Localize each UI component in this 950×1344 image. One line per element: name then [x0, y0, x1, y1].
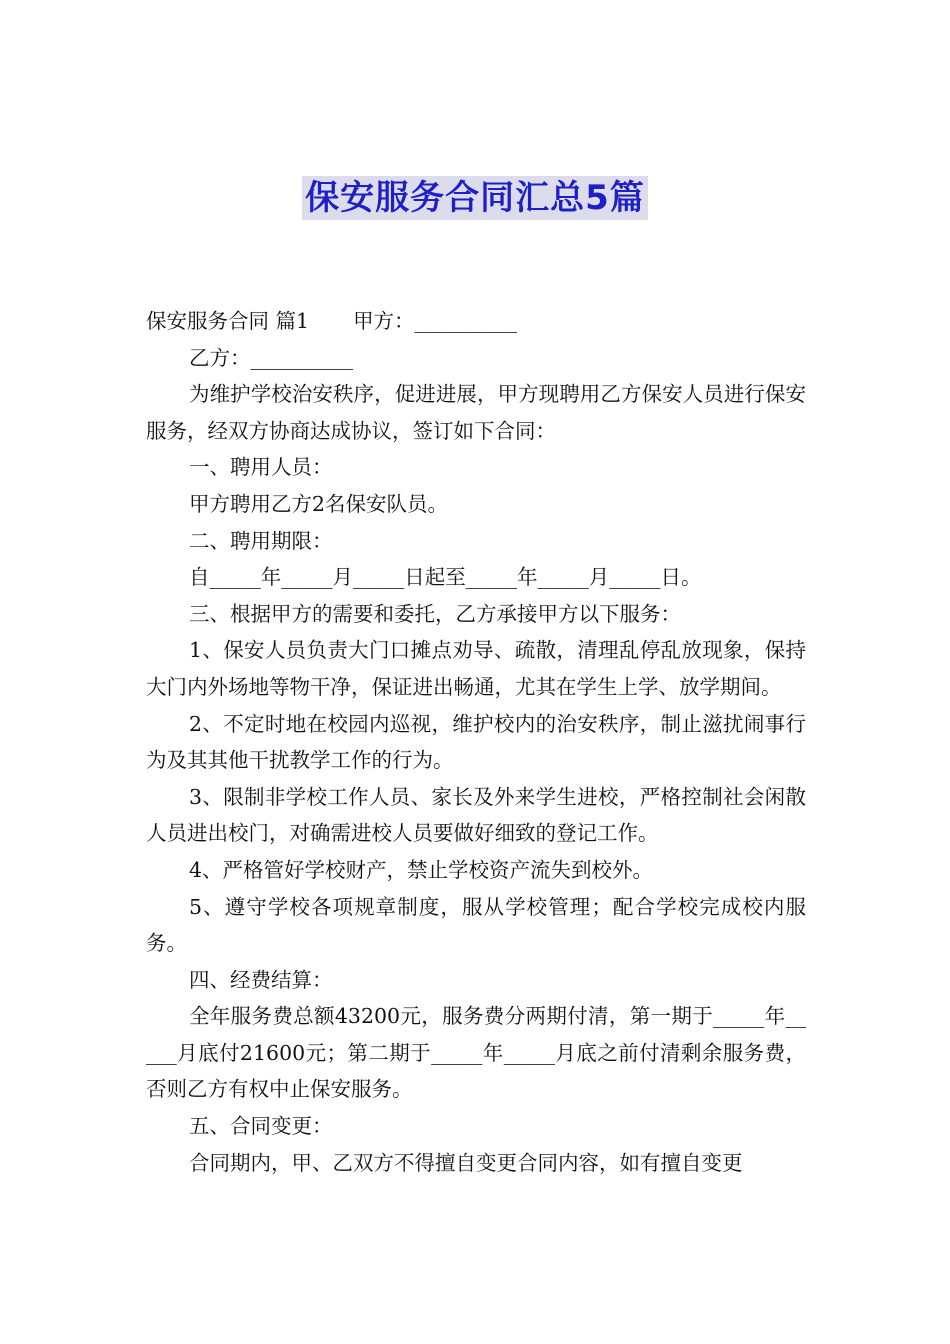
- heading-section-1: 一、聘用人员：: [189, 455, 333, 480]
- title-container: [0, 176, 950, 220]
- paragraph-preamble: 为维护学校治安秩序，促进进展，甲方现聘用乙方保安人员进行保安服务，经双方协商达成协议，签订如下合同：: [146, 382, 806, 443]
- paragraph-section-5: 合同期内，甲、乙双方不得擅自变更合同内容，如有擅自变更: [189, 1150, 743, 1175]
- paragraph-party-b: 乙方：__________: [189, 345, 353, 370]
- first-line: [146, 303, 806, 340]
- paragraph-item-4: 4、严格管好学校财产，禁止学校资产流失到校外。: [189, 857, 654, 882]
- party-a-field: 甲方：__________: [353, 309, 518, 333]
- paragraph-section-1: 甲方聘用乙方2名保安队员。: [189, 491, 449, 516]
- section-label: 保安服务合同 篇1: [146, 309, 310, 333]
- paragraph-section-2: 自_____年_____月_____日起至_____年_____月_____日。: [189, 565, 702, 590]
- document-title: 保安服务合同汇总5篇: [302, 176, 648, 220]
- heading-section-5: 五、合同变更：: [189, 1114, 333, 1139]
- paragraph-section-4: 全年服务费总额43200元，服务费分两期付清，第一期于_____年_____月底付21600元；第二期于_____年_____月底之前付清剩余服务费，否则乙方有权中止保安服务。: [146, 1004, 806, 1102]
- paragraph-item-1: 1、保安人员负责大门口摊点劝导、疏散，清理乱停乱放现象，保持大门内外场地等物干净，保证进出畅通，尤其在学生上学、放学期间。: [146, 638, 806, 699]
- heading-section-2: 二、聘用期限：: [189, 528, 333, 553]
- heading-section-4: 四、经费结算：: [189, 967, 333, 992]
- document-body: [146, 303, 806, 1181]
- heading-section-3: 三、根据甲方的需要和委托，乙方承接甲方以下服务：: [189, 601, 681, 626]
- paragraph-item-2: 2、不定时地在校园内巡视，维护校内的治安秩序，制止滋扰闹事行为及其其他干扰教学工作的行为。: [146, 711, 806, 773]
- paragraph-item-5: 5、遵守学校各项规章制度，服从学校管理；配合学校完成校内服务。: [146, 894, 806, 956]
- paragraph-item-3: 3、限制非学校工作人员、家长及外来学生进校，严格控制社会闲散人员进出校门，对确需进校人员要做好细致的登记工作。: [146, 784, 806, 846]
